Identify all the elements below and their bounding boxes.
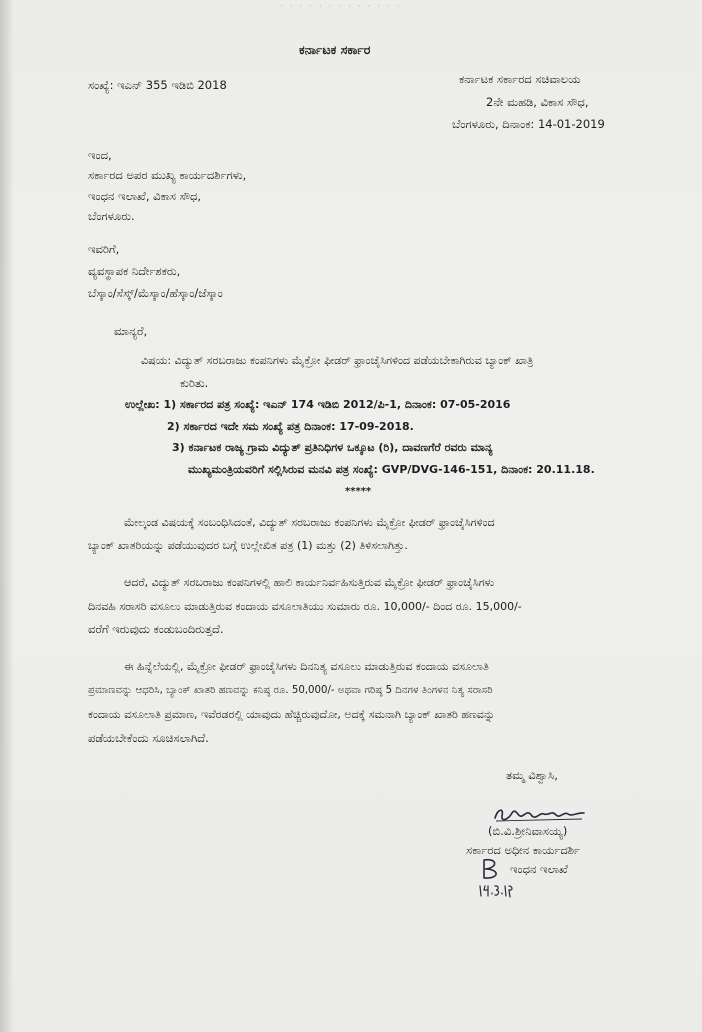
from-line-1: ಸರ್ಕಾರದ ಅಪರ ಮುಖ್ಯ ಕಾರ್ಯದರ್ಶಿಗಳು,	[88, 168, 247, 182]
para3-line-1: ಈ ಹಿನ್ನೆಲೆಯಲ್ಲಿ, ಮೈಕ್ರೋ ಫೀಡರ್ ಫ್ರಾಂಚೈಸಿಗಳು ದಿನನಿತ್ಯ ವಸೂಲು ಮಾಡುತ್ತಿರುವ ಕಂದಾಯ ವಸೂಲಾತಿ	[124, 660, 489, 673]
page-shadow	[0, 0, 14, 1032]
salutation: ಮಾನ್ಯರೆ,	[114, 324, 148, 338]
signatory-department: ಇಂಧನ ಇಲಾಖೆ	[510, 862, 568, 876]
letter-title: ಕರ್ನಾಟಕ ಸರ್ಕಾರ	[299, 42, 371, 57]
reference-3-line-2: ಮುಖ್ಯಮಂತ್ರಿಯವರಿಗೆ ಸಲ್ಲಿಸಿರುವ ಮನವಿ ಪತ್ರ ಸಂಖ್ಯೆ: GVP/DVG-146-151, ದಿನಾಂಕ: 20.11.18.	[188, 463, 595, 476]
para2-line-2: ದಿನವಹಿ ಸರಾಸರಿ ವಸೂಲು ಮಾಡುತ್ತಿರುವ ಕಂದಾಯ ವಸೂಲಾತಿಯು ಸುಮಾರು ರೂ. 10,000/- ದಿಂದ ರೂ. 15,000/-	[88, 600, 522, 613]
reference-1: ಉಲ್ಲೇಖ: 1) ಸರ್ಕಾರದ ಪತ್ರ ಸಂಖ್ಯೆ: ಇಎನ್ 174 ಇಡಿಬಿ 2012/ಪಿ-1, ದಿನಾಂಕ: 07-05-2016	[125, 398, 511, 411]
para2-line-3: ವರೆಗೆ ಇರುವುದು ಕಂಡುಬಂದಿರುತ್ತದೆ.	[88, 622, 224, 636]
from-label: ಇಂದ,	[88, 148, 112, 162]
office-line-2: 2ನೇ ಮಹಡಿ, ವಿಕಾಸ ಸೌಧ,	[486, 95, 589, 109]
para3-line-3: ಕಂದಾಯ ವಸೂಲಾತಿ ಪ್ರಮಾಣ, ಇವೆರಡರಲ್ಲಿ ಯಾವುದು ಹೆಚ್ಚಿರುವುದೋ, ಅದಕ್ಕೆ ಸಮನಾಗಿ ಬ್ಯಾಂಕ್ ಖಾತರಿ ಹಣವನ್ನು	[88, 708, 495, 721]
para1-line-1: ಮೇಲ್ಕಂಡ ವಿಷಯಕ್ಕೆ ಸಂಬಂಧಿಸಿದಂತೆ, ವಿದ್ಯುತ್ ಸರಬರಾಜು ಕಂಪನಿಗಳು ಮೈಕ್ರೋ ಫೀಡರ್ ಫ್ರಾಂಚೈಸಿಗಳಿಂದ	[124, 516, 495, 529]
office-date-line: ಬೆಂಗಳೂರು, ದಿನಾಂಕ: 14-01-2019	[452, 117, 605, 131]
signatory-designation: ಸರ್ಕಾರದ ಅಧೀನ ಕಾರ್ಯದರ್ಶಿ	[466, 843, 581, 857]
para2-line-1: ಆದರೆ, ವಿದ್ಯುತ್ ಸರಬರಾಜು ಕಂಪನಿಗಳಲ್ಲಿ ಹಾಲಿ ಕಾರ್ಯನಿರ್ವಹಿಸುತ್ತಿರುವ ಮೈಕ್ರೋ ಫೀಡರ್ ಫ್ರಾಂಚೈಸಿಗಳು	[124, 576, 495, 589]
handwritten-initial-mark	[476, 856, 516, 900]
reference-3-line-1: 3) ಕರ್ನಾಟಕ ರಾಜ್ಯ ಗ್ರಾಮ ವಿದ್ಯುತ್ ಪ್ರತಿನಿಧಿಗಳ ಒಕ್ಕೂಟ (ರಿ), ದಾವಣಗೆರೆ ರವರು ಮಾನ್ಯ	[172, 441, 493, 454]
para1-line-2: ಬ್ಯಾಂಕ್ ಖಾತರಿಯನ್ನು ಪಡೆಯುವುದರ ಬಗ್ಗೆ ಉಲ್ಲೇಖಿತ ಪತ್ರ (1) ಮತ್ತು (2) ತಿಳಿಸಲಾಗಿತ್ತು.	[88, 539, 408, 552]
to-label: ಇವರಿಗೆ,	[88, 242, 120, 256]
closing-yours: ತಮ್ಮ ವಿಶ್ವಾಸಿ,	[506, 768, 558, 782]
para3-line-4: ಪಡೆಯಬೇಕೆಂದು ಸೂಚಿಸಲಾಗಿದೆ.	[88, 731, 209, 745]
subject-line-1: ವಿಷಯ: ವಿದ್ಯುತ್ ಸರಬರಾಜು ಕಂಪನಿಗಳು ಮೈಕ್ರೋ ಫೀಡರ್ ಫ್ರಾಂಚೈಸಿಗಳಿಂದ ಪಡೆಯಬೇಕಾಗಿರುವ ಬ್ಯಾಂಕ್ ಖಾತ್ರಿ	[141, 354, 534, 367]
to-line-2: ಬೆಸ್ಕಾಂ/ಸೆಸ್ಕ್/ಮೆಸ್ಕಾಂ/ಹೆಸ್ಕಾಂ/ಜೆಸ್ಕಾಂ	[88, 286, 223, 300]
office-line-1: ಕರ್ನಾಟಕ ಸರ್ಕಾರದ ಸಚಿವಾಲಯ	[459, 72, 581, 86]
faint-header-marks: · · · · · · · · · · · · ·	[280, 2, 402, 12]
reference-number: ಸಂಖ್ಯೆ: ಇಎನ್ 355 ಇಡಿಬಿ 2018	[88, 78, 227, 92]
reference-2: 2) ಸರ್ಕಾರದ ಇದೇ ಸಮ ಸಂಖ್ಯೆ ಪತ್ರ ದಿನಾಂಕ: 17-09-2018.	[167, 420, 414, 433]
from-line-3: ಬೆಂಗಳೂರು.	[88, 209, 135, 223]
signatory-name: (ಬಿ.ವಿ.ಶ್ರೀನಿವಾಸಯ್ಯ)	[488, 824, 568, 838]
separator-stars: *****	[345, 486, 372, 497]
from-line-2: ಇಂಧನ ಇಲಾಖೆ, ವಿಕಾಸ ಸೌಧ,	[88, 189, 202, 203]
subject-line-2: ಕುರಿತು.	[180, 376, 209, 390]
handwritten-signature	[492, 804, 588, 826]
to-line-1: ವ್ಯವಸ್ಥಾಪಕ ನಿರ್ದೇಶಕರು,	[88, 264, 181, 278]
para3-line-2: ಪ್ರಮಾಣವನ್ನು ಆಧರಿಸಿ, ಬ್ಯಾಂಕ್ ಖಾತರಿ ಹಣವನ್ನು ಕನಿಷ್ಠ ರೂ. 50,000/- ಅಥವಾ ಗರಿಷ್ಠ 5 ದಿನಗಳ ತಿಂಗಳನ ನಿತ್ಯ ಸರಾಸರಿ	[88, 685, 493, 696]
